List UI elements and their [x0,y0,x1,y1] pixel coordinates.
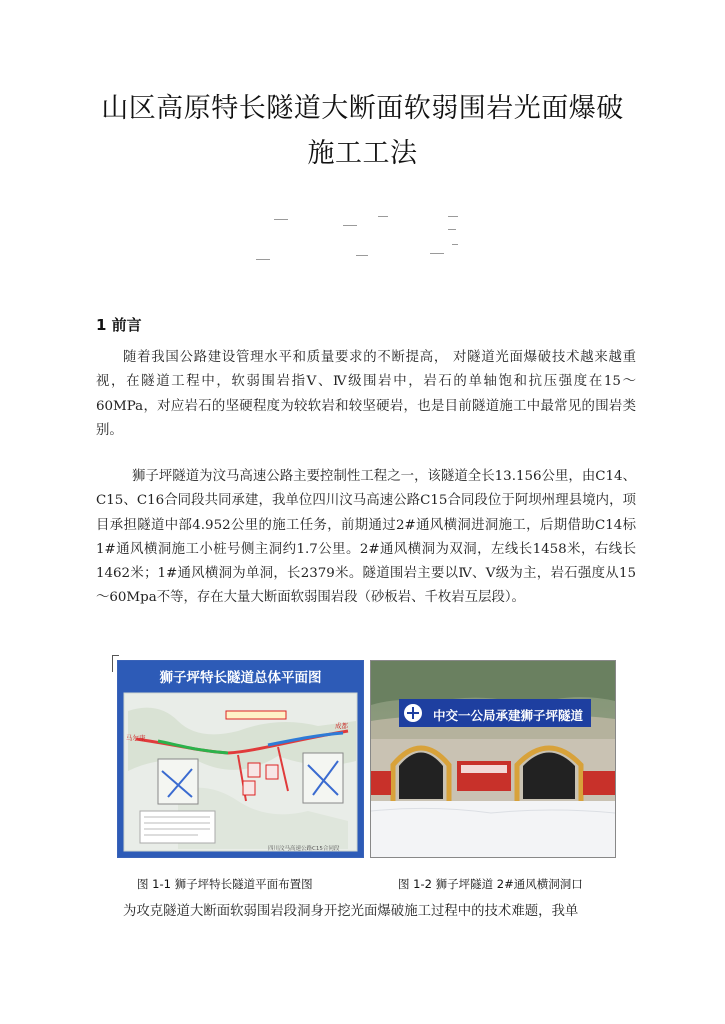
map-label-right: 成都 [335,722,348,730]
document-title-line2: 施工工法 [307,138,418,169]
figure-2-caption: 图 1-2 狮子坪隧道 2#通风横洞洞口 [398,877,583,891]
figure-tunnel-portal-photo [370,660,616,858]
paragraph-1: 随着我国公路建设管理水平和质量要求的不断提高， 对隧道光面爆破技术越来越重视，在隧道工程中，软弱围岩指Ⅴ、Ⅳ级围岩中，岩石的单轴饱和抗压强度在15～60MPa，对应岩石的坚硬程度为较软岩和较坚硬岩，也是目前隧道施工中最常见的围岩类别。 [96,350,636,438]
paragraph-3: 为攻克隧道大断面软弱围岩段洞身开挖光面爆破施工过程中的技术难题，我单 [123,904,579,919]
section-heading-introduction: 1 前言 [96,316,142,334]
figure-1-caption: 图 1-1 狮子坪特长隧道平面布置图 [137,877,313,891]
portal-banner-text: 中交一公局承建狮子坪隧道 [432,708,583,723]
tunnel-map-graphic [118,661,363,857]
portal-photo-graphic [371,661,615,857]
map-label-left: 马尔康 [126,734,146,742]
figure-tunnel-layout-map [117,660,364,858]
map-banner-title: 狮子坪特长隧道总体平面图 [159,670,322,686]
document-title-line1: 山区高原特长隧道大断面软弱围岩光面爆破 [101,93,624,124]
map-footer-text: 四川汶马高速公路C15合同段 [268,846,340,852]
paragraph-2: 狮子坪隧道为汶马高速公路主要控制性工程之一，该隧道全长13.156公里，由C14、C15、C16合同段共同承建，我单位四川汶马高速公路C15合同段位于阿坝州理县境内，项目承担隧道中部4.952公里的施工任务，前期通过2#通风横洞进洞施工，后期借助C14标1#通风横洞施工小桩号侧主洞约1.7公里。2#通风横洞为双洞，左线长1458米，右线长1462米；1#通风横洞为单洞，长2379米。隧道围岩主要以Ⅳ、Ⅴ级为主，岩石强度从15～60Mpa不等，存在大量大断面软弱围岩段（砂板岩、千枚岩互层段）。 [96,469,636,606]
